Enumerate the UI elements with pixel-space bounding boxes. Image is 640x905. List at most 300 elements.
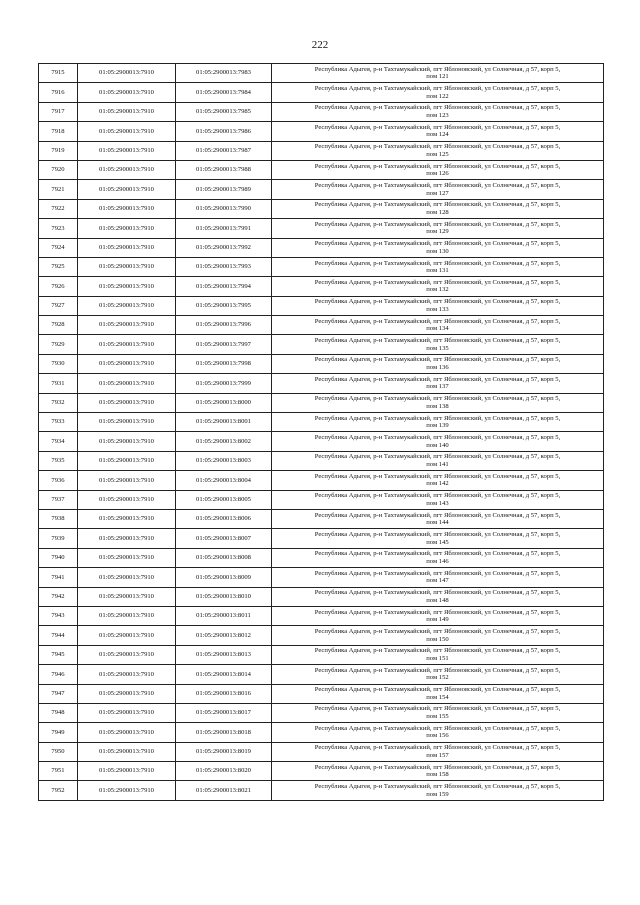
- row-number-cell: [39, 490, 78, 509]
- address-cell: [272, 781, 604, 800]
- address-cell: [272, 374, 604, 393]
- row-number-cell-text: 7937: [51, 495, 65, 503]
- address-room-text: пом 124: [426, 131, 449, 139]
- address-cell: [272, 160, 604, 179]
- parent-cadastral-cell-text: 01:05:2900013:7910: [99, 88, 154, 96]
- row-number-cell: [39, 568, 78, 587]
- parent-cadastral-cell-text: 01:05:2900013:7910: [99, 689, 154, 697]
- cadastral-number-cell: [176, 703, 272, 722]
- address-main-text: Республика Адыгея, р-н Тахтамукайский, пгт Яблоновский, ул Солнечная, д 57, корп 5,: [314, 763, 561, 771]
- row-number-cell-text: 7922: [51, 205, 65, 213]
- cadastral-number-cell: [176, 219, 272, 238]
- parent-cadastral-cell: [78, 509, 176, 528]
- cadastral-number-cell-text: 01:05:2900013:7991: [196, 224, 251, 232]
- row-number-cell-text: 7925: [51, 263, 65, 271]
- parent-cadastral-cell-text: 01:05:2900013:7910: [99, 379, 154, 387]
- cadastral-number-cell-text: 01:05:2900013:8009: [196, 573, 251, 581]
- address-main-text: Республика Адыгея, р-н Тахтамукайский, пгт Яблоновский, ул Солнечная, д 57, корп 5,: [314, 84, 561, 92]
- address-room-text: пом 155: [426, 713, 449, 721]
- table-row: [39, 781, 604, 800]
- address-room-text: пом 146: [426, 557, 449, 565]
- address-room-text: пом 148: [426, 596, 449, 604]
- address-cell: [272, 64, 604, 83]
- cadastral-number-cell-text: 01:05:2900013:8002: [196, 437, 251, 445]
- cadastral-number-cell-text: 01:05:2900013:7994: [196, 282, 251, 290]
- parent-cadastral-cell: [78, 83, 176, 102]
- address-room-text: пом 140: [426, 441, 449, 449]
- address-cell: [272, 762, 604, 781]
- parent-cadastral-cell: [78, 354, 176, 373]
- row-number-cell: [39, 354, 78, 373]
- address-cell: [272, 238, 604, 257]
- table-row: [39, 374, 604, 393]
- cadastral-number-cell: [176, 335, 272, 354]
- parent-cadastral-cell: [78, 102, 176, 121]
- address-cell: [272, 529, 604, 548]
- address-main-text: Республика Адыгея, р-н Тахтамукайский, пгт Яблоновский, ул Солнечная, д 57, корп 5,: [314, 259, 561, 267]
- row-number-cell-text: 7918: [51, 127, 65, 135]
- parent-cadastral-cell-text: 01:05:2900013:7910: [99, 399, 154, 407]
- address-main-text: Республика Адыгея, р-н Тахтамукайский, пгт Яблоновский, ул Солнечная, д 57, корп 5,: [314, 162, 561, 170]
- address-main-text: Республика Адыгея, р-н Тахтамукайский, пгт Яблоновский, ул Солнечная, д 57, корп 5,: [314, 356, 561, 364]
- parent-cadastral-cell: [78, 393, 176, 412]
- row-number-cell-text: 7929: [51, 340, 65, 348]
- address-room-text: пом 133: [426, 305, 449, 313]
- parent-cadastral-cell: [78, 781, 176, 800]
- address-main-text: Республика Адыгея, р-н Тахтамукайский, пгт Яблоновский, ул Солнечная, д 57, корп 5,: [314, 550, 561, 558]
- row-number-cell-text: 7935: [51, 457, 65, 465]
- row-number-cell-text: 7944: [51, 631, 65, 639]
- table-row: [39, 587, 604, 606]
- address-cell: [272, 413, 604, 432]
- row-number-cell: [39, 587, 78, 606]
- row-number-cell-text: 7927: [51, 302, 65, 310]
- row-number-cell-text: 7949: [51, 728, 65, 736]
- table-row: [39, 277, 604, 296]
- address-room-text: пом 132: [426, 286, 449, 294]
- cadastral-number-cell: [176, 257, 272, 276]
- address-main-text: Республика Адыгея, р-н Тахтамукайский, пгт Яблоновский, ул Солнечная, д 57, корп 5,: [314, 511, 561, 519]
- parent-cadastral-cell: [78, 277, 176, 296]
- address-cell: [272, 665, 604, 684]
- address-main-text: Республика Адыгея, р-н Тахтамукайский, пгт Яблоновский, ул Солнечная, д 57, корп 5,: [314, 434, 561, 442]
- row-number-cell: [39, 238, 78, 257]
- address-room-text: пом 123: [426, 111, 449, 119]
- address-cell: [272, 335, 604, 354]
- cadastral-number-cell: [176, 374, 272, 393]
- cadastral-number-cell-text: 01:05:2900013:8003: [196, 457, 251, 465]
- cadastral-number-cell-text: 01:05:2900013:7986: [196, 127, 251, 135]
- parent-cadastral-cell-text: 01:05:2900013:7910: [99, 728, 154, 736]
- table-row: [39, 626, 604, 645]
- row-number-cell: [39, 645, 78, 664]
- address-cell: [272, 393, 604, 412]
- address-room-text: пом 137: [426, 383, 449, 391]
- parent-cadastral-cell-text: 01:05:2900013:7910: [99, 573, 154, 581]
- row-number-cell: [39, 277, 78, 296]
- parent-cadastral-cell-text: 01:05:2900013:7910: [99, 457, 154, 465]
- address-room-text: пом 141: [426, 461, 449, 468]
- parent-cadastral-cell: [78, 180, 176, 199]
- table-row: [39, 451, 604, 470]
- address-main-text: Республика Адыгея, р-н Тахтамукайский, пгт Яблоновский, ул Солнечная, д 57, корп 5,: [314, 705, 561, 713]
- address-main-text: Республика Адыгея, р-н Тахтамукайский, пгт Яблоновский, ул Солнечная, д 57, корп 5,: [314, 337, 561, 345]
- table-row: [39, 703, 604, 722]
- parent-cadastral-cell: [78, 703, 176, 722]
- row-number-cell: [39, 296, 78, 315]
- cadastral-number-cell: [176, 141, 272, 160]
- cadastral-number-cell: [176, 238, 272, 257]
- table-row: [39, 199, 604, 218]
- address-cell: [272, 257, 604, 276]
- cadastral-number-cell-text: 01:05:2900013:7998: [196, 360, 251, 368]
- row-number-cell-text: 7919: [51, 146, 65, 154]
- parent-cadastral-cell: [78, 645, 176, 664]
- parent-cadastral-cell-text: 01:05:2900013:7910: [99, 651, 154, 659]
- address-main-text: Республика Адыгея, р-н Тахтамукайский, пгт Яблоновский, ул Солнечная, д 57, корп 5,: [314, 530, 561, 538]
- parent-cadastral-cell-text: 01:05:2900013:7910: [99, 166, 154, 174]
- table-row: [39, 509, 604, 528]
- table-row: [39, 568, 604, 587]
- address-cell: [272, 703, 604, 722]
- table-row: [39, 122, 604, 141]
- address-cell: [272, 723, 604, 742]
- parent-cadastral-cell-text: 01:05:2900013:7910: [99, 709, 154, 717]
- parent-cadastral-cell-text: 01:05:2900013:7910: [99, 748, 154, 756]
- parent-cadastral-cell-text: 01:05:2900013:7910: [99, 146, 154, 154]
- row-number-cell-text: 7940: [51, 554, 65, 562]
- parent-cadastral-cell: [78, 529, 176, 548]
- row-number-cell-text: 7924: [51, 243, 65, 251]
- parent-cadastral-cell: [78, 257, 176, 276]
- cadastral-number-cell-text: 01:05:2900013:8001: [196, 418, 251, 426]
- table-row: [39, 762, 604, 781]
- address-room-text: пом 121: [426, 73, 449, 81]
- parent-cadastral-cell: [78, 548, 176, 567]
- address-main-text: Республика Адыгея, р-н Тахтамукайский, пгт Яблоновский, ул Солнечная, д 57, корп 5,: [314, 783, 561, 791]
- address-main-text: Республика Адыгея, р-н Тахтамукайский, пгт Яблоновский, ул Солнечная, д 57, корп 5,: [314, 744, 561, 752]
- parent-cadastral-cell-text: 01:05:2900013:7910: [99, 476, 154, 484]
- table-row: [39, 180, 604, 199]
- address-room-text: пом 131: [426, 267, 449, 275]
- cadastral-number-cell: [176, 509, 272, 528]
- table-row: [39, 471, 604, 490]
- table-row: [39, 257, 604, 276]
- parent-cadastral-cell: [78, 64, 176, 83]
- cadastral-number-cell-text: 01:05:2900013:8017: [196, 709, 251, 717]
- parent-cadastral-cell: [78, 626, 176, 645]
- cadastral-number-cell-text: 01:05:2900013:7983: [196, 69, 251, 77]
- address-room-text: пом 156: [426, 732, 449, 740]
- parent-cadastral-cell: [78, 742, 176, 761]
- table-row: [39, 393, 604, 412]
- address-cell: [272, 354, 604, 373]
- cadastral-number-cell: [176, 781, 272, 800]
- address-room-text: пом 142: [426, 480, 449, 488]
- parent-cadastral-cell-text: 01:05:2900013:7910: [99, 670, 154, 678]
- address-room-text: пом 134: [426, 325, 449, 333]
- table-row: [39, 64, 604, 83]
- row-number-cell-text: 7952: [51, 786, 65, 794]
- address-main-text: Республика Адыгея, р-н Тахтамукайский, пгт Яблоновский, ул Солнечная, д 57, корп 5,: [314, 278, 561, 286]
- address-main-text: Республика Адыгея, р-н Тахтамукайский, пгт Яблоновский, ул Солнечная, д 57, корп 5,: [314, 220, 561, 228]
- address-cell: [272, 141, 604, 160]
- address-main-text: Республика Адыгея, р-н Тахтамукайский, пгт Яблоновский, ул Солнечная, д 57, корп 5,: [314, 492, 561, 500]
- cadastral-number-cell-text: 01:05:2900013:8021: [196, 786, 251, 794]
- parent-cadastral-cell: [78, 122, 176, 141]
- parent-cadastral-cell: [78, 684, 176, 703]
- parent-cadastral-cell: [78, 296, 176, 315]
- cadastral-number-cell: [176, 180, 272, 199]
- row-number-cell-text: 7939: [51, 534, 65, 542]
- address-cell: [272, 548, 604, 567]
- cadastral-number-cell: [176, 742, 272, 761]
- address-room-text: пом 149: [426, 616, 449, 624]
- cadastral-number-cell-text: 01:05:2900013:8005: [196, 495, 251, 503]
- address-cell: [272, 568, 604, 587]
- address-cell: [272, 432, 604, 451]
- row-number-cell: [39, 665, 78, 684]
- row-number-cell: [39, 257, 78, 276]
- row-number-cell: [39, 742, 78, 761]
- parent-cadastral-cell: [78, 606, 176, 625]
- address-room-text: пом 122: [426, 92, 449, 100]
- row-number-cell-text: 7931: [51, 379, 65, 387]
- parent-cadastral-cell: [78, 335, 176, 354]
- row-number-cell-text: 7950: [51, 748, 65, 756]
- row-number-cell: [39, 335, 78, 354]
- address-cell: [272, 102, 604, 121]
- row-number-cell-text: 7930: [51, 360, 65, 368]
- cadastral-number-cell-text: 01:05:2900013:8000: [196, 399, 251, 407]
- address-main-text: Республика Адыгея, р-н Тахтамукайский, пгт Яблоновский, ул Солнечная, д 57, корп 5,: [314, 104, 561, 112]
- parent-cadastral-cell: [78, 723, 176, 742]
- address-main-text: Республика Адыгея, р-н Тахтамукайский, пгт Яблоновский, ул Солнечная, д 57, корп 5,: [314, 65, 561, 73]
- parent-cadastral-cell: [78, 432, 176, 451]
- address-room-text: пом 125: [426, 150, 449, 158]
- parent-cadastral-cell: [78, 665, 176, 684]
- row-number-cell-text: 7943: [51, 612, 65, 620]
- parent-cadastral-cell-text: 01:05:2900013:7910: [99, 340, 154, 348]
- parent-cadastral-cell-text: 01:05:2900013:7910: [99, 360, 154, 368]
- row-number-cell: [39, 548, 78, 567]
- table-row: [39, 742, 604, 761]
- cadastral-number-cell-text: 01:05:2900013:8012: [196, 631, 251, 639]
- table-row: [39, 665, 604, 684]
- parent-cadastral-cell-text: 01:05:2900013:7910: [99, 534, 154, 542]
- table-row: [39, 102, 604, 121]
- address-cell: [272, 606, 604, 625]
- table-row: [39, 160, 604, 179]
- parent-cadastral-cell-text: 01:05:2900013:7910: [99, 263, 154, 271]
- row-number-cell-text: 7916: [51, 88, 65, 96]
- table-row: [39, 432, 604, 451]
- cadastral-number-cell: [176, 645, 272, 664]
- cadastral-number-cell-text: 01:05:2900013:8020: [196, 767, 251, 775]
- cadastral-number-cell: [176, 354, 272, 373]
- parent-cadastral-cell: [78, 316, 176, 335]
- address-main-text: Республика Адыгея, р-н Тахтамукайский, пгт Яблоновский, ул Солнечная, д 57, корп 5,: [314, 395, 561, 403]
- row-number-cell-text: 7932: [51, 399, 65, 407]
- address-main-text: Республика Адыгея, р-н Тахтамукайский, пгт Яблоновский, ул Солнечная, д 57, корп 5,: [314, 589, 561, 597]
- address-cell: [272, 742, 604, 761]
- cadastral-number-cell: [176, 665, 272, 684]
- address-main-text: Республика Адыгея, р-н Тахтамукайский, пгт Яблоновский, ул Солнечная, д 57, корп 5,: [314, 414, 561, 422]
- cadastral-number-cell: [176, 587, 272, 606]
- parent-cadastral-cell: [78, 219, 176, 238]
- row-number-cell: [39, 723, 78, 742]
- table-row: [39, 413, 604, 432]
- registry-table: [38, 63, 604, 801]
- row-number-cell-text: 7917: [51, 108, 65, 116]
- address-cell: [272, 451, 604, 470]
- cadastral-number-cell: [176, 451, 272, 470]
- address-cell: [272, 490, 604, 509]
- address-cell: [272, 509, 604, 528]
- cadastral-number-cell: [176, 199, 272, 218]
- address-main-text: Республика Адыгея, р-н Тахтамукайский, пгт Яблоновский, ул Солнечная, д 57, корп 5,: [314, 453, 561, 461]
- cadastral-number-cell: [176, 723, 272, 742]
- row-number-cell: [39, 529, 78, 548]
- address-room-text: пом 151: [426, 654, 449, 662]
- address-main-text: Республика Адыгея, р-н Тахтамукайский, пгт Яблоновский, ул Солнечная, д 57, корп 5,: [314, 647, 561, 655]
- address-main-text: Республика Адыгея, р-н Тахтамукайский, пгт Яблоновский, ул Солнечная, д 57, корп 5,: [314, 627, 561, 635]
- parent-cadastral-cell-text: 01:05:2900013:7910: [99, 612, 154, 620]
- address-cell: [272, 587, 604, 606]
- parent-cadastral-cell-text: 01:05:2900013:7910: [99, 302, 154, 310]
- address-main-text: Республика Адыгея, р-н Тахтамукайский, пгт Яблоновский, ул Солнечная, д 57, корп 5,: [314, 123, 561, 131]
- cadastral-number-cell: [176, 277, 272, 296]
- parent-cadastral-cell-text: 01:05:2900013:7910: [99, 224, 154, 232]
- address-main-text: Республика Адыгея, р-н Тахтамукайский, пгт Яблоновский, ул Солнечная, д 57, корп 5,: [314, 181, 561, 189]
- cadastral-number-cell-text: 01:05:2900013:8006: [196, 515, 251, 523]
- cadastral-number-cell: [176, 83, 272, 102]
- address-cell: [272, 199, 604, 218]
- cadastral-number-cell-text: 01:05:2900013:8007: [196, 534, 251, 542]
- address-main-text: Республика Адыгея, р-н Тахтамукайский, пгт Яблоновский, ул Солнечная, д 57, корп 5,: [314, 201, 561, 209]
- table-row: [39, 83, 604, 102]
- parent-cadastral-cell: [78, 762, 176, 781]
- address-main-text: Республика Адыгея, р-н Тахтамукайский, пгт Яблоновский, ул Солнечная, д 57, корп 5,: [314, 298, 561, 306]
- row-number-cell: [39, 122, 78, 141]
- address-room-text: пом 158: [426, 771, 449, 779]
- cadastral-number-cell-text: 01:05:2900013:8018: [196, 728, 251, 736]
- address-room-text: пом 143: [426, 499, 449, 507]
- cadastral-number-cell: [176, 393, 272, 412]
- row-number-cell: [39, 413, 78, 432]
- cadastral-number-cell-text: 01:05:2900013:8013: [196, 651, 251, 659]
- parent-cadastral-cell: [78, 587, 176, 606]
- parent-cadastral-cell-text: 01:05:2900013:7910: [99, 631, 154, 639]
- table-row: [39, 723, 604, 742]
- parent-cadastral-cell: [78, 199, 176, 218]
- parent-cadastral-cell-text: 01:05:2900013:7910: [99, 592, 154, 600]
- cadastral-number-cell-text: 01:05:2900013:7984: [196, 88, 251, 96]
- address-room-text: пом 152: [426, 674, 449, 682]
- row-number-cell: [39, 180, 78, 199]
- cadastral-number-cell-text: 01:05:2900013:7996: [196, 321, 251, 329]
- cadastral-number-cell: [176, 490, 272, 509]
- page-number: 222: [311, 39, 329, 51]
- cadastral-number-cell-text: 01:05:2900013:8011: [196, 612, 251, 620]
- parent-cadastral-cell-text: 01:05:2900013:7910: [99, 127, 154, 135]
- cadastral-number-cell-text: 01:05:2900013:7999: [196, 379, 251, 387]
- address-main-text: Республика Адыгея, р-н Тахтамукайский, пгт Яблоновский, ул Солнечная, д 57, корп 5,: [314, 666, 561, 674]
- cadastral-number-cell-text: 01:05:2900013:8008: [196, 554, 251, 562]
- address-room-text: пом 129: [426, 228, 449, 236]
- address-main-text: Республика Адыгея, р-н Тахтамукайский, пгт Яблоновский, ул Солнечная, д 57, корп 5,: [314, 240, 561, 248]
- row-number-cell-text: 7942: [51, 592, 65, 600]
- cadastral-number-cell-text: 01:05:2900013:8019: [196, 748, 251, 756]
- table-row: [39, 141, 604, 160]
- table-row: [39, 529, 604, 548]
- address-cell: [272, 277, 604, 296]
- address-cell: [272, 122, 604, 141]
- parent-cadastral-cell-text: 01:05:2900013:7910: [99, 205, 154, 213]
- table-row: [39, 354, 604, 373]
- row-number-cell-text: 7948: [51, 709, 65, 717]
- row-number-cell-text: 7936: [51, 476, 65, 484]
- parent-cadastral-cell-text: 01:05:2900013:7910: [99, 282, 154, 290]
- table-row: [39, 238, 604, 257]
- cadastral-number-cell-text: 01:05:2900013:7985: [196, 108, 251, 116]
- row-number-cell-text: 7938: [51, 515, 65, 523]
- address-room-text: пом 157: [426, 751, 449, 759]
- address-room-text: пом 145: [426, 538, 449, 546]
- row-number-cell: [39, 83, 78, 102]
- cadastral-number-cell: [176, 762, 272, 781]
- parent-cadastral-cell-text: 01:05:2900013:7910: [99, 418, 154, 426]
- parent-cadastral-cell-text: 01:05:2900013:7910: [99, 767, 154, 775]
- table-row: [39, 645, 604, 664]
- table-row: [39, 219, 604, 238]
- cadastral-number-cell: [176, 160, 272, 179]
- cadastral-number-cell-text: 01:05:2900013:7987: [196, 146, 251, 154]
- row-number-cell: [39, 703, 78, 722]
- address-cell: [272, 626, 604, 645]
- row-number-cell-text: 7934: [51, 437, 65, 445]
- row-number-cell: [39, 316, 78, 335]
- cadastral-number-cell-text: 01:05:2900013:7995: [196, 302, 251, 310]
- parent-cadastral-cell-text: 01:05:2900013:7910: [99, 437, 154, 445]
- cadastral-number-cell-text: 01:05:2900013:8014: [196, 670, 251, 678]
- table-row: [39, 606, 604, 625]
- address-main-text: Республика Адыгея, р-н Тахтамукайский, пгт Яблоновский, ул Солнечная, д 57, корп 5,: [314, 317, 561, 325]
- cadastral-number-cell: [176, 64, 272, 83]
- parent-cadastral-cell: [78, 451, 176, 470]
- parent-cadastral-cell-text: 01:05:2900013:7910: [99, 321, 154, 329]
- parent-cadastral-cell-text: 01:05:2900013:7910: [99, 69, 154, 77]
- address-room-text: пом 138: [426, 402, 449, 410]
- registry-table-body: [39, 64, 604, 801]
- parent-cadastral-cell-text: 01:05:2900013:7910: [99, 185, 154, 193]
- row-number-cell: [39, 451, 78, 470]
- cadastral-number-cell: [176, 684, 272, 703]
- cadastral-number-cell: [176, 316, 272, 335]
- address-main-text: Республика Адыгея, р-н Тахтамукайский, пгт Яблоновский, ул Солнечная, д 57, корп 5,: [314, 472, 561, 480]
- row-number-cell-text: 7947: [51, 689, 65, 697]
- row-number-cell-text: 7946: [51, 670, 65, 678]
- address-room-text: пом 139: [426, 422, 449, 430]
- row-number-cell: [39, 471, 78, 490]
- row-number-cell-text: 7951: [51, 767, 65, 775]
- address-main-text: Республика Адыгея, р-н Тахтамукайский, пгт Яблоновский, ул Солнечная, д 57, корп 5,: [314, 143, 561, 151]
- address-room-text: пом 136: [426, 364, 449, 372]
- address-cell: [272, 684, 604, 703]
- table-row: [39, 684, 604, 703]
- row-number-cell: [39, 606, 78, 625]
- table-row: [39, 335, 604, 354]
